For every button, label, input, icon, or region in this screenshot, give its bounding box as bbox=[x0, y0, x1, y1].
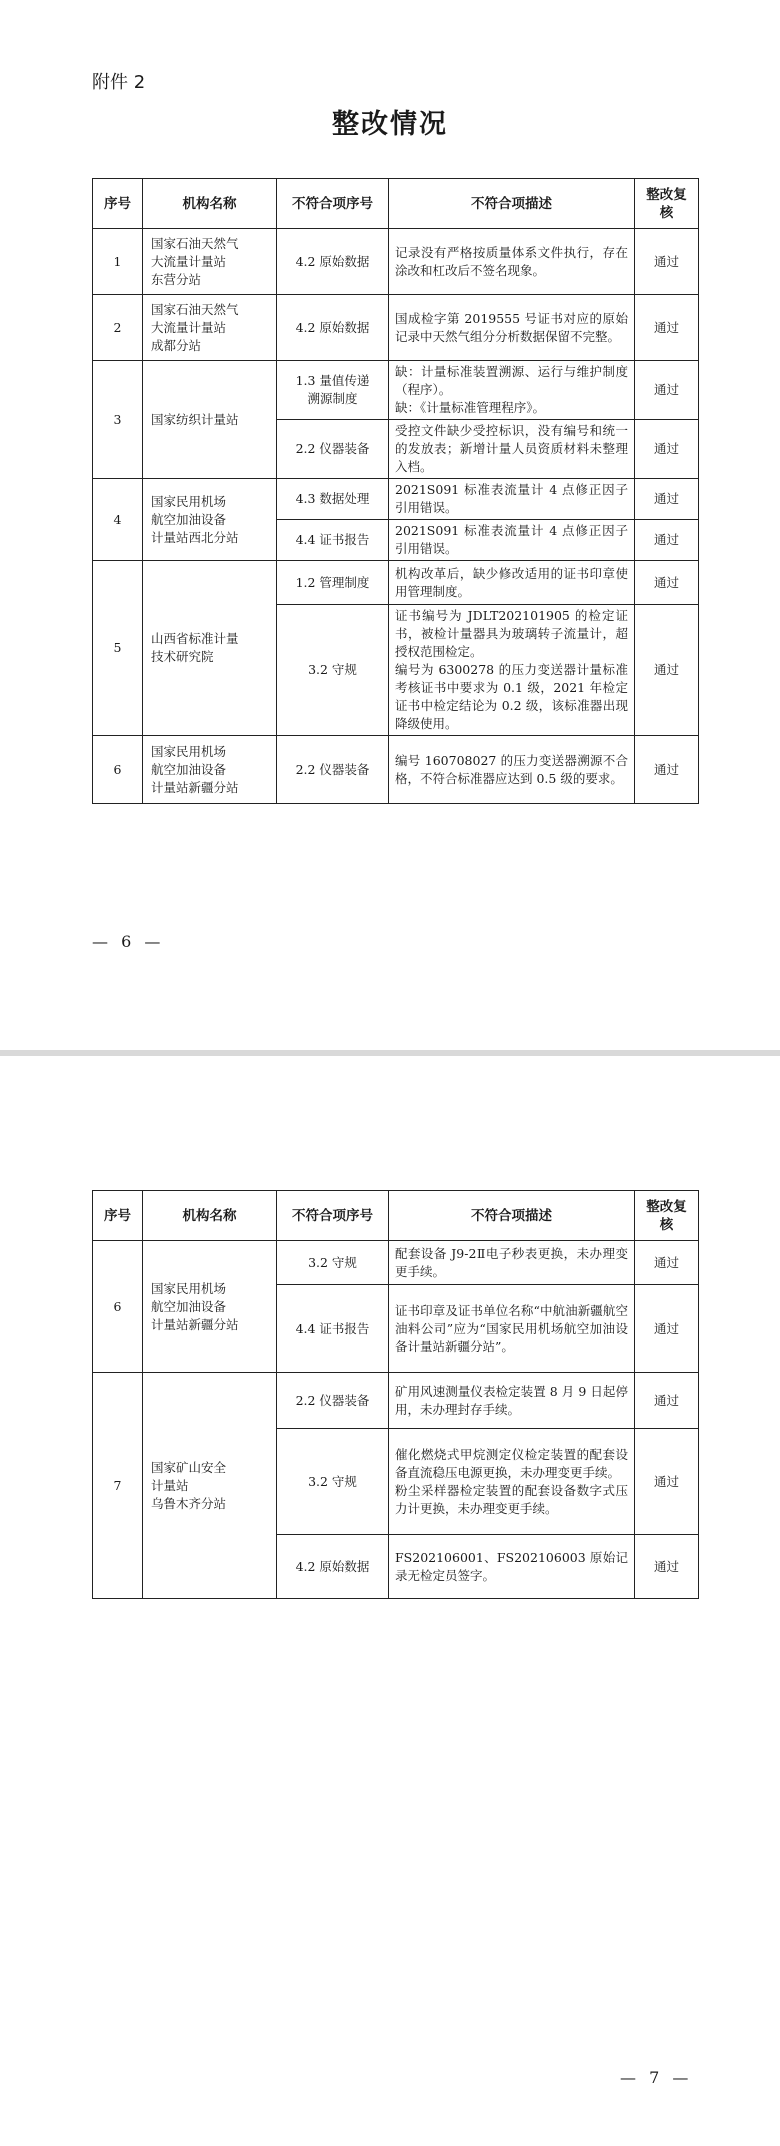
cell-item-no: 4.2 原始数据 bbox=[277, 229, 389, 295]
cell-review: 通过 bbox=[635, 561, 699, 605]
cell-org: 国家石油天然气 大流量计量站 成都分站 bbox=[143, 295, 277, 361]
header-item-no: 不符合项序号 bbox=[277, 1191, 389, 1241]
cell-review: 通过 bbox=[635, 1285, 699, 1373]
header-seq: 序号 bbox=[93, 1191, 143, 1241]
cell-seq: 2 bbox=[93, 295, 143, 361]
cell-org: 山西省标准计量 技术研究院 bbox=[143, 561, 277, 736]
header-desc: 不符合项描述 bbox=[389, 179, 635, 229]
cell-review: 通过 bbox=[635, 229, 699, 295]
cell-review: 通过 bbox=[635, 420, 699, 479]
header-org: 机构名称 bbox=[143, 1191, 277, 1241]
cell-seq: 7 bbox=[93, 1373, 143, 1599]
cell-item-no: 1.2 管理制度 bbox=[277, 561, 389, 605]
table-row bbox=[93, 479, 699, 520]
cell-item-no: 3.2 守规 bbox=[277, 1429, 389, 1535]
cell-review: 通过 bbox=[635, 520, 699, 561]
table-header-row bbox=[93, 179, 699, 229]
table-row bbox=[93, 736, 699, 804]
header-desc: 不符合项描述 bbox=[389, 1191, 635, 1241]
cell-item-no: 4.4 证书报告 bbox=[277, 1285, 389, 1373]
cell-item-no: 3.2 守规 bbox=[277, 605, 389, 736]
cell-seq: 4 bbox=[93, 479, 143, 561]
cell-org: 国家石油天然气 大流量计量站 东营分站 bbox=[143, 229, 277, 295]
cell-desc: 缺：计量标准装置溯源、运行与维护制度（程序）。 缺：《计量标准管理程序》。 bbox=[389, 361, 635, 420]
cell-item-no: 3.2 守规 bbox=[277, 1241, 389, 1285]
table-header-row bbox=[93, 1191, 699, 1241]
header-seq: 序号 bbox=[93, 179, 143, 229]
cell-item-no: 1.3 量值传递 溯源制度 bbox=[277, 361, 389, 420]
cell-desc: 机构改革后，缺少修改适用的证书印章使用管理制度。 bbox=[389, 561, 635, 605]
page-7 bbox=[0, 1056, 780, 2146]
cell-review: 通过 bbox=[635, 479, 699, 520]
cell-review: 通过 bbox=[635, 605, 699, 736]
table-row bbox=[93, 361, 699, 420]
cell-item-no: 2.2 仪器装备 bbox=[277, 1373, 389, 1429]
document-title: 整改情况 bbox=[332, 109, 448, 140]
header-review: 整改复核 bbox=[635, 179, 699, 229]
cell-item-no: 4.2 原始数据 bbox=[277, 295, 389, 361]
cell-desc: 2021S091 标准表流量计 4 点修正因子引用错误。 bbox=[389, 520, 635, 561]
cell-org: 国家民用机场 航空加油设备 计量站新疆分站 bbox=[143, 1241, 277, 1373]
cell-org: 国家民用机场 航空加油设备 计量站西北分站 bbox=[143, 479, 277, 561]
rectification-table bbox=[92, 1190, 699, 1599]
cell-desc: 矿用风速测量仪表检定装置 8 月 9 日起停用，未办理封存手续。 bbox=[389, 1373, 635, 1429]
cell-desc: FS202106001、FS202106003 原始记录无检定员签字。 bbox=[389, 1535, 635, 1599]
cell-desc: 2021S091 标准表流量计 4 点修正因子引用错误。 bbox=[389, 479, 635, 520]
cell-review: 通过 bbox=[635, 1429, 699, 1535]
header-item-no: 不符合项序号 bbox=[277, 179, 389, 229]
cell-review: 通过 bbox=[635, 361, 699, 420]
table-row bbox=[93, 229, 699, 295]
attachment-label: 附件 2 bbox=[92, 72, 146, 93]
cell-desc: 编号 160708027 的压力变送器溯源不合格，不符合标准器应达到 0.5 级的要求。 bbox=[389, 736, 635, 804]
table-row bbox=[93, 1373, 699, 1429]
cell-item-no: 2.2 仪器装备 bbox=[277, 420, 389, 479]
cell-review: 通过 bbox=[635, 1535, 699, 1599]
cell-desc: 证书印章及证书单位名称“中航油新疆航空油料公司”应为“国家民用机场航空加油设备计量站新疆分站”。 bbox=[389, 1285, 635, 1373]
cell-review: 通过 bbox=[635, 736, 699, 804]
cell-desc: 证书编号为 JDLT202101905 的检定证书，被检计量器具为玻璃转子流量计，超授权范围检定。 编号为 6300278 的压力变送器计量标准考核证书中要求为 0.1 级，2021 年检定证书中检定结论为 0.2 级，该标准器出现降级使用。 bbox=[389, 605, 635, 736]
cell-desc: 国成检字第 2019555 号证书对应的原始记录中天然气组分分析数据保留不完整。 bbox=[389, 295, 635, 361]
rectification-table bbox=[92, 178, 699, 804]
cell-item-no: 2.2 仪器装备 bbox=[277, 736, 389, 804]
cell-org: 国家矿山安全 计量站 乌鲁木齐分站 bbox=[143, 1373, 277, 1599]
cell-review: 通过 bbox=[635, 1373, 699, 1429]
cell-seq: 5 bbox=[93, 561, 143, 736]
cell-org: 国家纺织计量站 bbox=[143, 361, 277, 479]
page-6 bbox=[0, 0, 780, 1050]
cell-item-no: 4.2 原始数据 bbox=[277, 1535, 389, 1599]
header-review: 整改复核 bbox=[635, 1191, 699, 1241]
cell-seq: 6 bbox=[93, 1241, 143, 1373]
cell-seq: 6 bbox=[93, 736, 143, 804]
table-row bbox=[93, 295, 699, 361]
cell-desc: 受控文件缺少受控标识，没有编号和统一的发放表；新增计量人员资质材料未整理入档。 bbox=[389, 420, 635, 479]
header-org: 机构名称 bbox=[143, 179, 277, 229]
cell-desc: 配套设备 J9-2Ⅱ电子秒表更换，未办理变更手续。 bbox=[389, 1241, 635, 1285]
page-number: — 7 — bbox=[620, 2068, 693, 2087]
cell-item-no: 4.3 数据处理 bbox=[277, 479, 389, 520]
cell-org: 国家民用机场 航空加油设备 计量站新疆分站 bbox=[143, 736, 277, 804]
table-row bbox=[93, 561, 699, 605]
table-row bbox=[93, 1241, 699, 1285]
page-number: — 6 — bbox=[92, 932, 165, 951]
cell-review: 通过 bbox=[635, 1241, 699, 1285]
cell-desc: 催化燃烧式甲烷测定仪检定装置的配套设备直流稳压电源更换，未办理变更手续。 粉尘采样器检定装置的配套设备数字式压力计更换，未办理变更手续。 bbox=[389, 1429, 635, 1535]
cell-seq: 1 bbox=[93, 229, 143, 295]
cell-seq: 3 bbox=[93, 361, 143, 479]
cell-item-no: 4.4 证书报告 bbox=[277, 520, 389, 561]
cell-desc: 记录没有严格按质量体系文件执行，存在涂改和杠改后不签名现象。 bbox=[389, 229, 635, 295]
cell-review: 通过 bbox=[635, 295, 699, 361]
